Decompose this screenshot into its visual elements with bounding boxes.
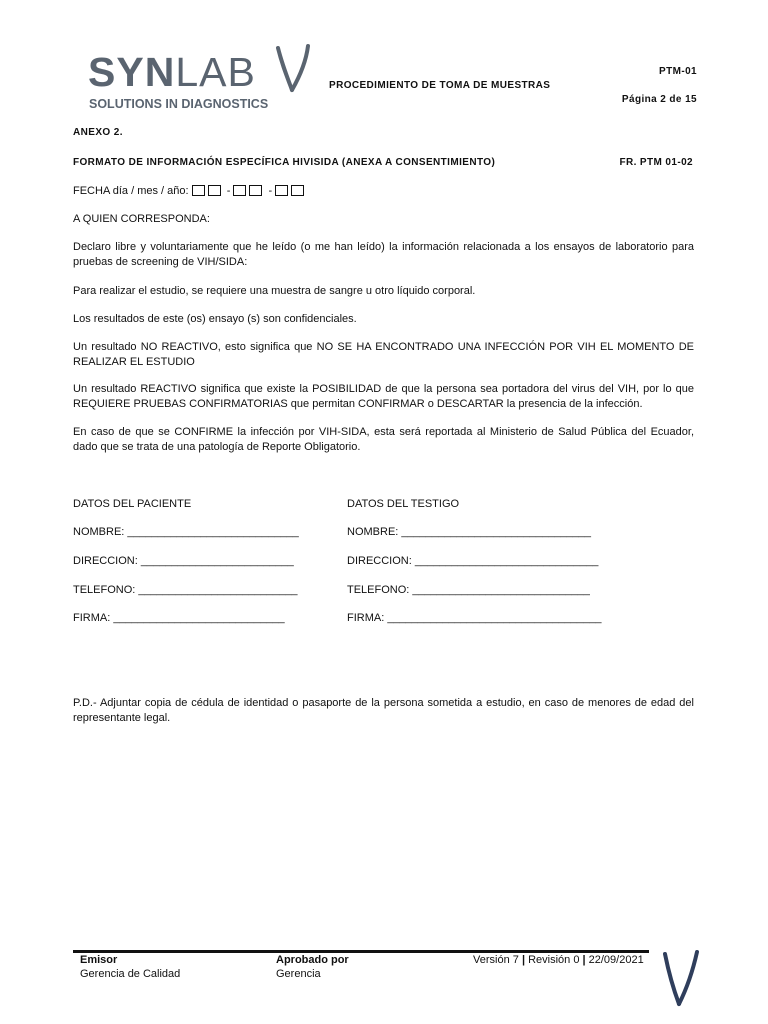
witness-heading: DATOS DEL TESTIGO bbox=[347, 498, 460, 510]
annex-label: ANEXO 2. bbox=[73, 127, 123, 138]
footer-date: 22/09/2021 bbox=[588, 954, 644, 966]
footer-separator: | bbox=[521, 954, 526, 966]
annex-code: FR. PTM 01-02 bbox=[619, 157, 693, 168]
header-title: PROCEDIMIENTO DE TOMA DE MUESTRAS bbox=[329, 80, 551, 91]
paragraph-4: Un resultado NO REACTIVO, esto significa que NO SE HA ENCONTRADO UNA INFECCIÓN POR VIH EL MOMENTO DE REALIZAR EL ESTUDIO bbox=[73, 341, 694, 368]
patient-telefono-field[interactable]: TELEFONO: __________________________ bbox=[73, 584, 298, 596]
date-separator: - bbox=[226, 185, 231, 197]
paragraph-2: Para realizar el estudio, se requiere una muestra de sangre u otro líquido corporal. bbox=[73, 285, 476, 297]
year-box-2[interactable] bbox=[291, 185, 304, 196]
footer-aprobado-label: Aprobado por bbox=[276, 954, 349, 966]
logo-tagline: SOLUTIONS IN DIAGNOSTICS bbox=[89, 97, 269, 111]
year-box-1[interactable] bbox=[275, 185, 288, 196]
paragraph-5: Un resultado REACTIVO significa que existe la POSIBILIDAD de que la persona sea portadora del virus del VIH, por lo que REQUIERE PRUEBAS CONFIRMATORIAS que permitan CONFIRMAR o DESCARTAR la presencia de la infección. bbox=[73, 383, 694, 410]
footer-logo-mark-icon bbox=[657, 948, 705, 1010]
patient-nombre-field[interactable]: NOMBRE: ____________________________ bbox=[73, 526, 299, 538]
day-box-1[interactable] bbox=[192, 185, 205, 196]
date-separator: - bbox=[268, 185, 273, 197]
paragraph-6: En caso de que se CONFIRME la infección por VIH-SIDA, esta será reportada al Ministerio de Salud Pública del Ecuador, dado que se trata de una patología de Reporte Obligatorio. bbox=[73, 426, 694, 453]
witness-telefono-field[interactable]: TELEFONO: _____________________________ bbox=[347, 584, 590, 596]
synlab-logo bbox=[86, 40, 316, 112]
footer-separator: | bbox=[582, 954, 586, 966]
greeting: A QUIEN CORRESPONDA: bbox=[73, 213, 210, 225]
postscript-note: P.D.- Adjuntar copia de cédula de identidad o pasaporte de la persona sometida a estudio, en caso de menores de edad del representante legal. bbox=[73, 697, 694, 724]
logo-mark-icon bbox=[278, 46, 308, 90]
footer-aprobado-value: Gerencia bbox=[276, 968, 321, 980]
footer-emisor-value: Gerencia de Calidad bbox=[80, 968, 181, 980]
month-box-1[interactable] bbox=[233, 185, 246, 196]
witness-firma-field[interactable]: FIRMA: ___________________________________ bbox=[347, 612, 602, 624]
witness-direccion-field[interactable]: DIRECCION: ______________________________ bbox=[347, 555, 599, 567]
witness-nombre-field[interactable]: NOMBRE: _______________________________ bbox=[347, 526, 592, 538]
footer-emisor-label: Emisor bbox=[80, 954, 118, 966]
footer-version: Versión 7 bbox=[473, 954, 519, 966]
footer-rule bbox=[73, 950, 649, 953]
annex-title: FORMATO DE INFORMACIÓN ESPECÍFICA HIVISIDA (ANEXA A CONSENTIMIENTO) bbox=[73, 157, 496, 168]
day-box-2[interactable] bbox=[208, 185, 221, 196]
paragraph-1: Declaro libre y voluntariamente que he leído (o me han leído) la información relacionada a los ensayos de laboratorio para pruebas de screening de VIH/SIDA: bbox=[73, 241, 694, 268]
date-label: FECHA día / mes / año: bbox=[73, 185, 189, 197]
footer-version-info bbox=[473, 954, 644, 966]
paragraph-3: Los resultados de este (os) ensayo (s) son confidenciales. bbox=[73, 313, 357, 325]
date-line bbox=[73, 184, 307, 199]
month-box-2[interactable] bbox=[249, 185, 262, 196]
patient-firma-field[interactable]: FIRMA: ____________________________ bbox=[73, 612, 285, 624]
footer-revision: Revisión 0 bbox=[528, 954, 580, 966]
header-code: PTM-01 bbox=[659, 66, 697, 77]
header-page: Página 2 de 15 bbox=[621, 94, 697, 105]
patient-heading: DATOS DEL PACIENTE bbox=[73, 498, 192, 510]
logo-syn-text: SYNLAB bbox=[88, 49, 256, 95]
patient-direccion-field[interactable]: DIRECCION: _________________________ bbox=[73, 555, 294, 567]
